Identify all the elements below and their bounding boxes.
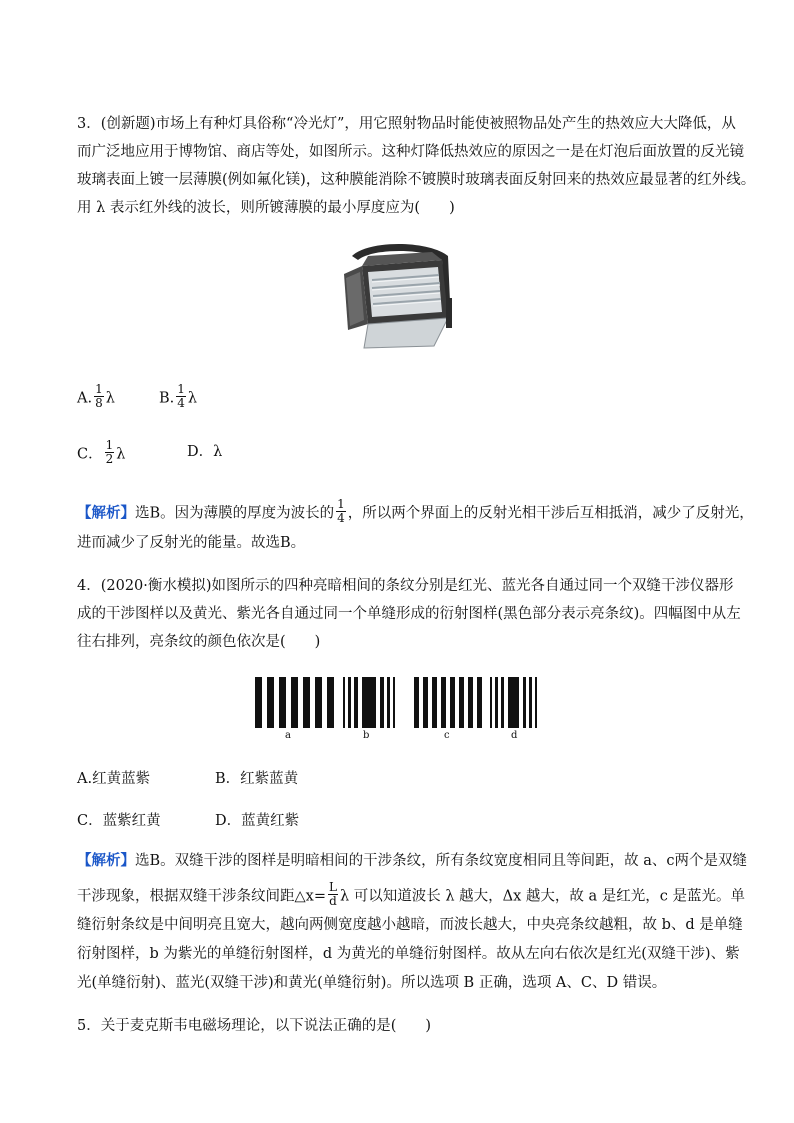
q4-analysis-text-1: 选B。双缝干涉的图样是明暗相间的干涉条纹，所有条纹宽度相同且等间距，故 a、c两个是双缝 <box>135 853 748 869</box>
q4-option-d: D．蓝黄红紫 <box>215 813 300 829</box>
q3-analysis-line-1 <box>77 497 754 527</box>
q3-option-a-prefix: A. <box>77 390 93 407</box>
q5-line-1: 5．关于麦克斯韦电磁场理论，以下说法正确的是( ) <box>77 1018 432 1034</box>
q4-analysis-text-2b: λ 可以知道波长 λ 越大，Δx 越大，故 a 是红光，c 是蓝光。单 <box>339 888 746 905</box>
fig-label-d: d <box>511 730 518 741</box>
analysis-tag: 【解析】 <box>77 853 135 869</box>
q3-line-3: 玻璃表面上镀一层薄膜(例如氟化镁)，这种膜能消除不镀膜时玻璃表面反射回来的热效应最显著的红外线。 <box>77 172 756 188</box>
q3-option-a-suffix: λ <box>105 390 115 407</box>
fringe-patterns-figure <box>252 677 548 729</box>
q3-option-b <box>159 382 198 412</box>
q3-analysis-text-a: 选B。因为薄膜的厚度为波长的 <box>135 505 335 522</box>
q3-option-c-suffix: λ <box>116 446 126 463</box>
q4-option-a: A.红黄蓝紫 <box>77 771 151 787</box>
pattern-b <box>343 677 395 728</box>
fraction-denominator: d <box>329 894 337 908</box>
pattern-a <box>255 677 334 728</box>
q4-analysis-line-1 <box>77 850 747 872</box>
fraction-denominator: 8 <box>95 396 103 410</box>
fig-label-c: c <box>444 730 450 741</box>
q3-analysis-text-b: ，所以两个界面上的反射光相干涉后互相抵消，减少了反射光， <box>347 505 754 522</box>
fraction-numerator: L <box>328 880 337 894</box>
fraction-numerator: 1 <box>105 438 114 452</box>
analysis-tag: 【解析】 <box>77 505 135 522</box>
q4-option-b: B．红紫蓝黄 <box>215 771 299 787</box>
q4-line-1: 4．(2020·衡水模拟)如图所示的四种亮暗相间的条纹分别是红光、蓝光各自通过同一个双缝干涉仪器形 <box>77 578 734 594</box>
fraction-numerator: 1 <box>95 382 103 396</box>
fraction-denominator: 2 <box>105 452 114 466</box>
fig-label-a: a <box>285 730 291 741</box>
q4-analysis-line-5: 光(单缝衍射)、蓝光(双缝干涉)和黄光(单缝衍射)。所以选项 B 正确，选项 A、C、D 错误。 <box>77 975 667 991</box>
fraction-denominator: 4 <box>177 396 185 410</box>
pattern-c <box>414 677 482 728</box>
q3-line-1: 3．(创新题)市场上有种灯具俗称“冷光灯”，用它照射物品时能使被照物品处产生的热效应大大降低，从 <box>77 116 736 132</box>
q3-line-2: 而广泛地应用于博物馆、商店等处，如图所示。这种灯降低热效应的原因之一是在灯泡后面放置的反光镜 <box>77 144 744 160</box>
pattern-d <box>490 677 537 728</box>
q4-analysis-line-4: 衍射图样，b 为紫光的单缝衍射图样，d 为黄光的单缝衍射图样。故从左向右依次是红光(双缝干涉)、紫 <box>77 946 740 962</box>
q3-option-c <box>77 438 126 468</box>
cold-light-lamp-image <box>338 238 460 350</box>
fraction-numerator: 1 <box>337 497 345 511</box>
q3-option-b-suffix: λ <box>187 390 198 407</box>
q4-analysis-line-2 <box>77 880 746 910</box>
q3-option-a-fraction <box>94 383 104 410</box>
q3-option-d-prefix: D． <box>187 444 214 460</box>
q4-analysis-fraction <box>328 881 338 908</box>
q3-option-a <box>77 382 115 412</box>
q4-analysis-line-3: 缝衍射条纹是中间明亮且宽大，越向两侧宽度越小越暗，而波长越大，中央亮条纹越粗，故 b、d 是单缝 <box>77 917 743 933</box>
fraction-numerator: 1 <box>177 382 185 396</box>
q4-analysis-text-2a: 干涉现象，根据双缝干涉条纹间距△x= <box>77 888 326 905</box>
q3-line-4: 用 λ 表示红外线的波长，则所镀薄膜的最小厚度应为( ) <box>77 200 455 216</box>
q3-option-b-fraction <box>176 383 186 410</box>
q3-option-d <box>187 441 222 463</box>
q4-option-c: C．蓝紫红黄 <box>77 813 161 829</box>
fraction-denominator: 4 <box>337 511 345 525</box>
q3-analysis-line-2: 进而减少了反射光的能量。故选B。 <box>77 535 306 551</box>
q3-option-d-text: λ <box>213 444 223 460</box>
q3-option-c-prefix: C． <box>77 446 103 463</box>
q3-analysis-fraction <box>336 498 346 525</box>
q3-option-b-prefix: B. <box>159 390 175 407</box>
q3-option-c-fraction <box>105 439 115 466</box>
fig-label-b: b <box>363 730 370 741</box>
q4-line-2: 成的干涉图样以及黄光、紫光各自通过同一个单缝形成的衍射图样(黑色部分表示亮条纹)。四幅图中从左 <box>77 606 741 622</box>
q4-line-3: 往右排列，亮条纹的颜色依次是( ) <box>77 634 321 650</box>
